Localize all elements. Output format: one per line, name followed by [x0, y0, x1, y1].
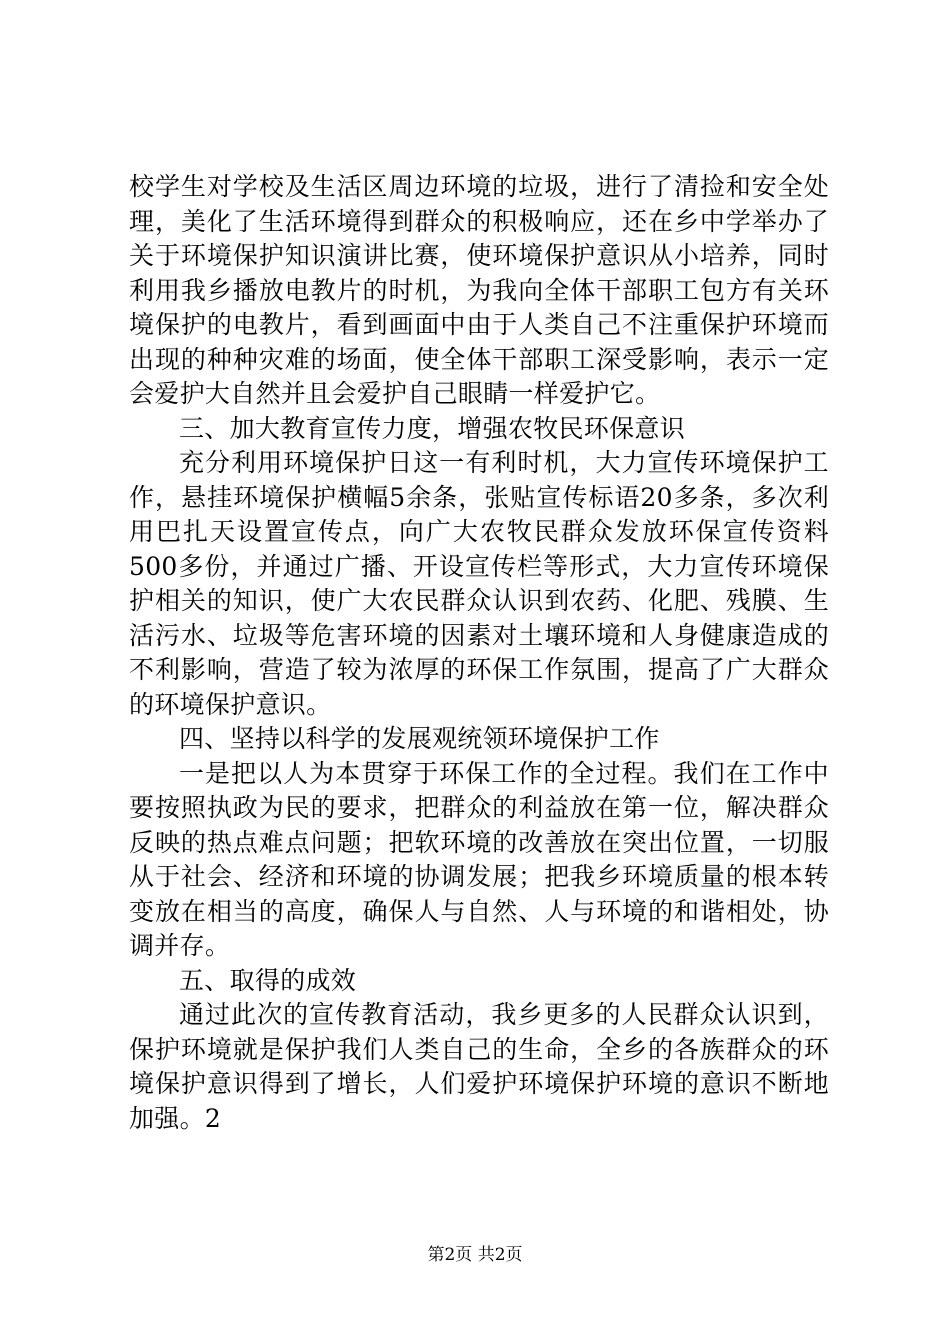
document-body [129, 170, 829, 1136]
paragraph-scientific-development: 一是把以人为本贯穿于环保工作的全过程。我们在工作中要按照执政为民的要求，把群众的利益放在第一位，解决群众反映的热点难点问题；把软环境的改善放在突出位置，一切服从于社会、经济和环境的协调发展；把我乡环境质量的根本转变放在相当的高度，确保人与自然、人与环境的和谐相处，协调并存。 [129, 758, 829, 960]
paragraph-publicity: 充分利用环境保护日这一有利时机，大力宣传环境保护工作，悬挂环境保护横幅5余条，张贴宣传标语20多条，多次利用巴扎天设置宣传点，向广大农牧民群众发放环保宣传资料500多份，并通过广播、开设宣传栏等形式，大力宣传环境保护相关的知识，使广大农民群众认识到农药、化肥、残膜、生活污水、垃圾等危害环境的因素对土壤环境和人身健康造成的不利影响，营造了较为浓厚的环保工作氛围，提高了广大群众的环境保护意识。 [129, 448, 829, 719]
section-heading-5: 五、取得的成效 [179, 965, 357, 995]
section-heading-3: 三、加大教育宣传力度，增强农牧民环保意识 [179, 413, 686, 443]
paragraph-results: 通过此次的宣传教育活动，我乡更多的人民群众认识到，保护环境就是保护我们人类自己的生命，全乡的各族群众的环境保护意识得到了增长，人们爱护环境保护环境的意识不断地加强。2 [129, 1000, 829, 1133]
paragraph-continuation: 校学生对学校及生活区周边环境的垃圾，进行了清捡和安全处理，美化了生活环境得到群众的积极响应，还在乡中学举办了关于环境保护知识演讲比赛，使环境保护意识从小培养，同时利用我乡播放电教片的时机，为我向全体干部职工包方有关环境保护的电教片，看到画面中由于人类自己不注重保护环境而出现的种种灾难的场面，使全体干部职工深受影响，表示一定会爱护大自然并且会爱护自己眼睛一样爱护它。 [129, 172, 829, 408]
section-heading-4: 四、坚持以科学的发展观统领环境保护工作 [179, 724, 660, 753]
page-number-footer: 第2页 共2页 [427, 1245, 523, 1265]
